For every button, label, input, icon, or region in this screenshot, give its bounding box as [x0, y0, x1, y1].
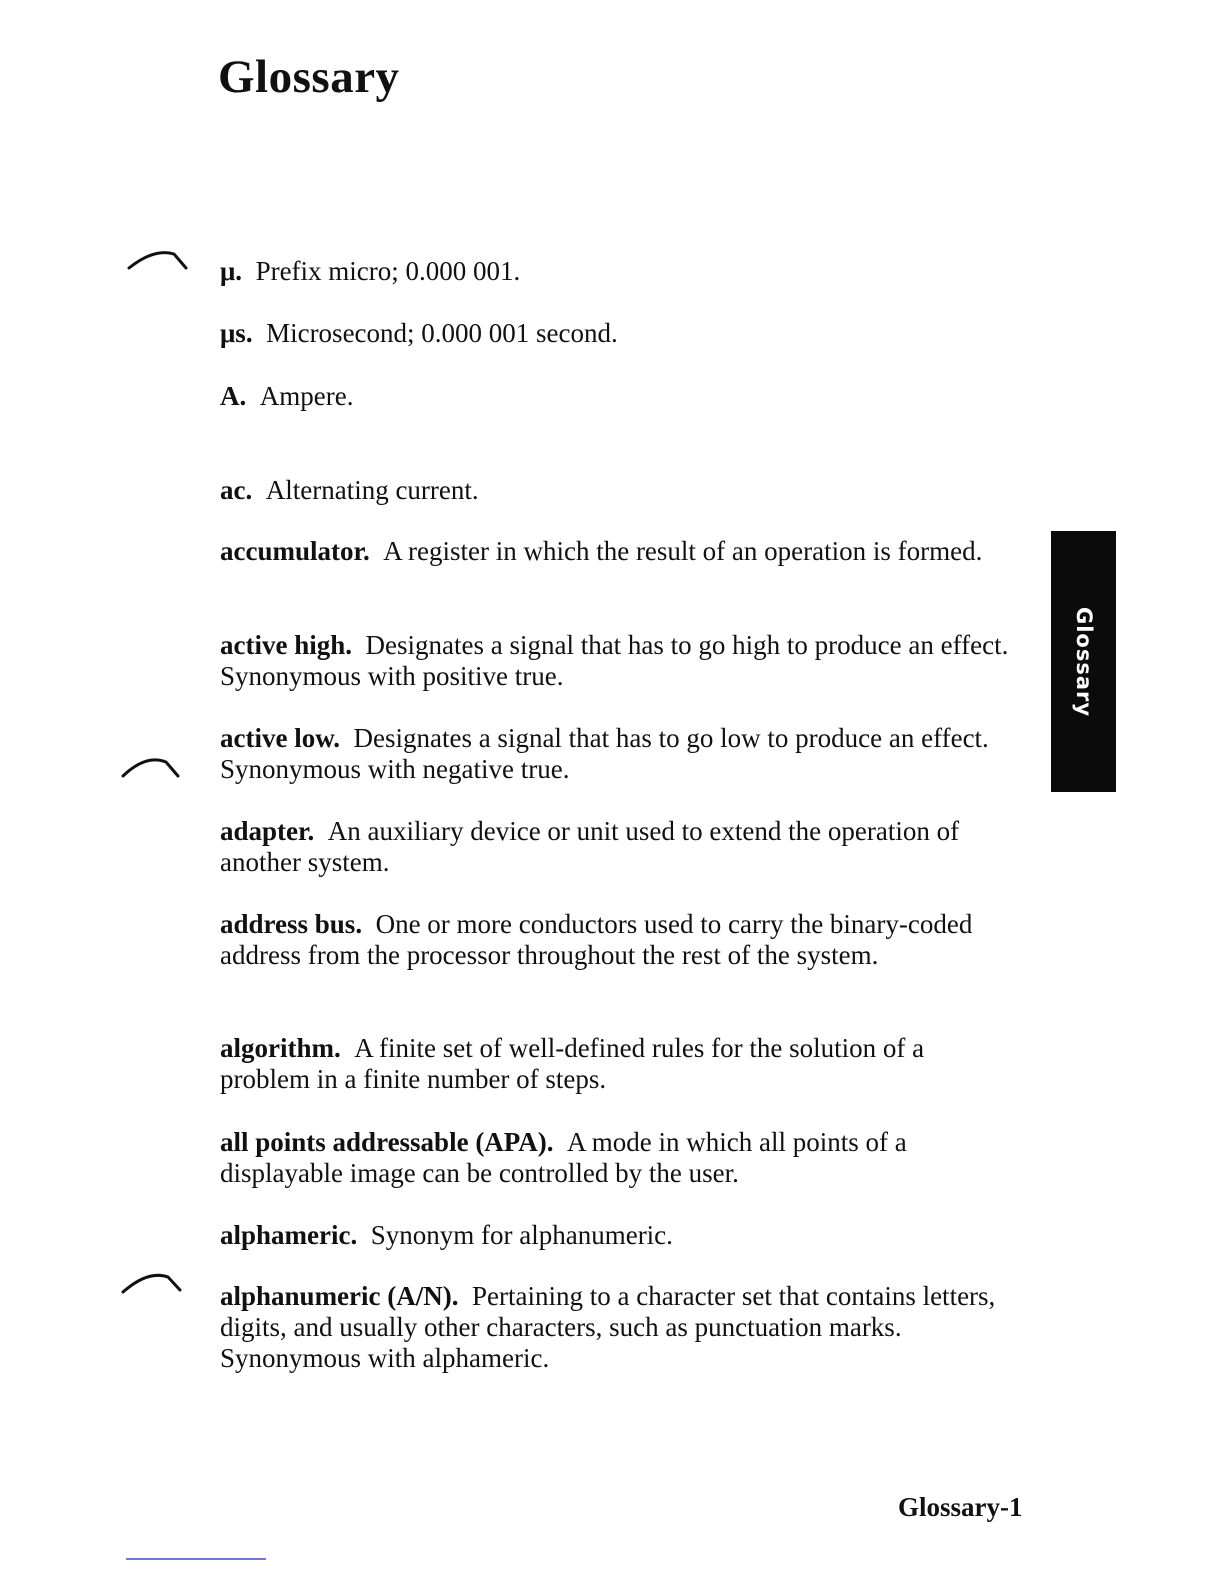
glossary-entry-accumulator	[220, 536, 1020, 567]
glossary-definition: A register in which the result of an operation is formed.	[383, 536, 983, 566]
glossary-entry-algorithm	[220, 1033, 1020, 1095]
glossary-definition: An auxiliary device or unit used to extend the operation of another system.	[220, 816, 960, 877]
glossary-entry-active-low	[220, 723, 1020, 785]
glossary-definition: A finite set of well-defined rules for the solution of a problem in a finite number of steps.	[220, 1033, 925, 1094]
page-number: Glossary-1	[898, 1492, 1023, 1522]
glossary-definition: A mode in which all points of a displayable image can be controlled by the user.	[220, 1127, 907, 1188]
glossary-entry-ac	[220, 475, 1020, 506]
glossary-definition: Synonym for alphanumeric.	[370, 1220, 673, 1250]
page-title: Glossary	[218, 51, 400, 103]
glossary-definition: One or more conductors used to carry the binary-coded address from the processor throughout the rest of the system.	[220, 909, 973, 970]
glossary-term: address bus.	[220, 909, 363, 939]
glossary-term: active high.	[220, 630, 352, 660]
glossary-entry-micro	[220, 256, 1020, 287]
glossary-entry-adapter	[220, 816, 1020, 878]
glossary-term: ac.	[220, 475, 253, 505]
glossary-term: μ.	[220, 256, 243, 286]
bottom-rule	[126, 1558, 266, 1560]
glossary-term: algorithm.	[220, 1033, 341, 1063]
glossary-definition: Prefix micro; 0.000 001.	[255, 256, 521, 286]
glossary-definition: Designates a signal that has to go high to produce an effect. Synonymous with positive true.	[220, 630, 1009, 691]
glossary-entry-address-bus	[220, 909, 1020, 971]
binder-hole-mark	[126, 246, 190, 274]
glossary-term: adapter.	[220, 816, 315, 846]
glossary-entry-alphameric	[220, 1220, 1020, 1251]
glossary-term: alphameric.	[220, 1220, 358, 1250]
section-tab-label: Glossary	[1071, 606, 1096, 717]
glossary-entry-active-high	[220, 630, 1020, 692]
glossary-definition: Ampere.	[259, 381, 354, 411]
glossary-term: μs.	[220, 318, 253, 348]
glossary-definition: Designates a signal that has to go low to produce an effect. Synonymous with negative true.	[220, 723, 989, 784]
glossary-entry-ampere	[220, 381, 1020, 412]
glossary-definition: Microsecond; 0.000 001 second.	[266, 318, 618, 348]
glossary-term: all points addressable (APA).	[220, 1127, 554, 1157]
binder-hole-mark	[120, 752, 184, 782]
glossary-definition: Pertaining to a character set that contains letters, digits, and usually other characters, such as punctuation marks. Synonymous with alphameric.	[220, 1281, 996, 1373]
glossary-term: alphanumeric (A/N).	[220, 1281, 459, 1311]
glossary-term: accumulator.	[220, 536, 370, 566]
glossary-term: active low.	[220, 723, 340, 753]
glossary-definition: Alternating current.	[265, 475, 479, 505]
glossary-entry-alphanumeric	[220, 1281, 1020, 1374]
section-tab	[1051, 531, 1116, 792]
glossary-entry-microsecond	[220, 318, 1020, 349]
binder-hole-mark	[120, 1268, 184, 1298]
glossary-entry-all-points-addressable	[220, 1127, 1020, 1189]
glossary-term: A.	[220, 381, 247, 411]
